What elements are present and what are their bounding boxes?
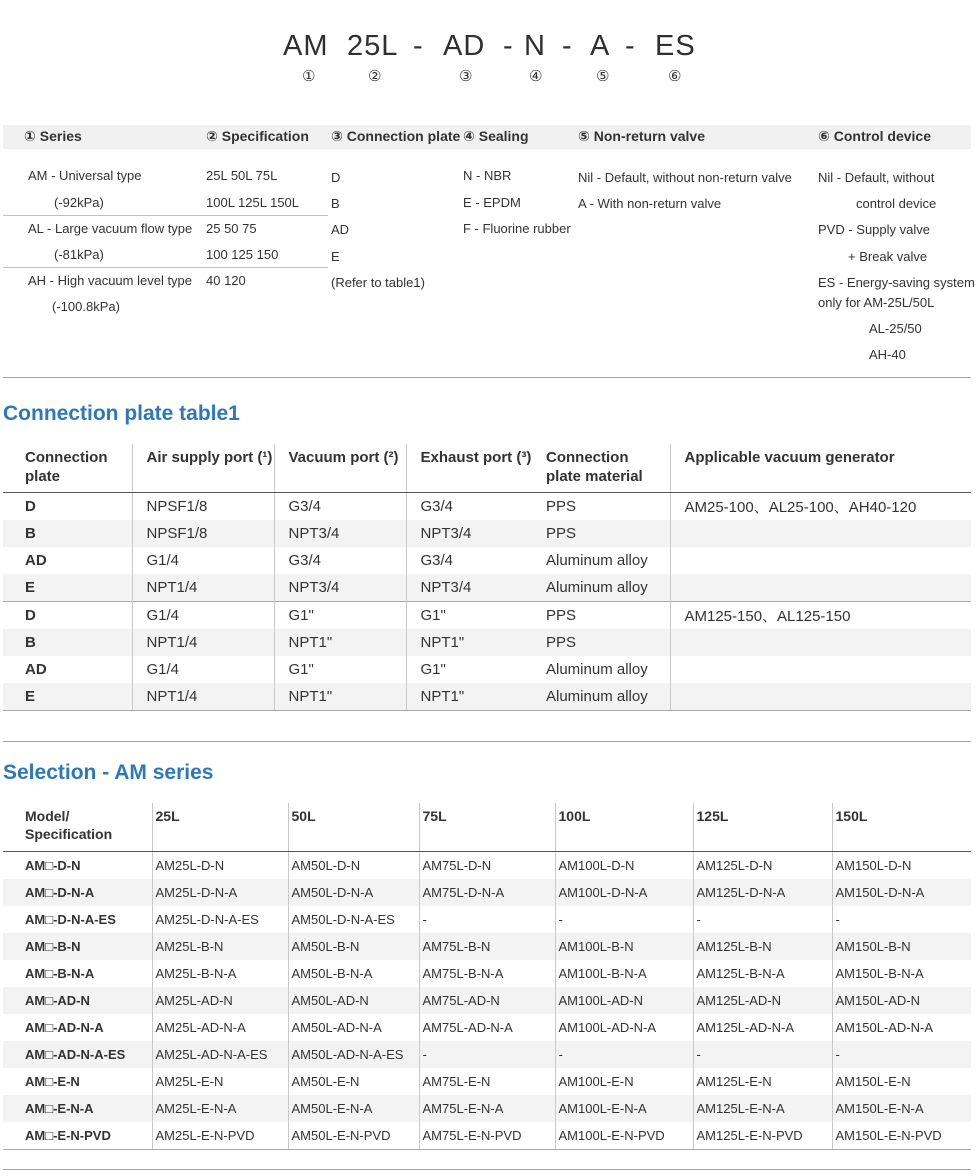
table-row <box>3 1095 971 1122</box>
table-cell: AM125L-E-N <box>693 1068 832 1095</box>
table-cell: AD <box>25 552 47 569</box>
table-cell: PPS <box>532 520 670 547</box>
table-cell: AM50L-B-N-A <box>288 960 419 987</box>
table-cell: Aluminum alloy <box>532 683 670 711</box>
table-cell: - <box>693 906 832 933</box>
column-header: 150L <box>832 803 971 852</box>
table-cell: G3/4 <box>274 493 406 521</box>
legend-control-item: Nil - Default, without <box>818 170 935 185</box>
table-cell: Aluminum alloy <box>532 574 670 602</box>
legend-header-sealing: ④ Sealing <box>463 128 529 144</box>
table-cell: AM□-E-N-A <box>3 1095 152 1122</box>
legend-connection-item: D <box>331 170 341 185</box>
table-cell: B <box>3 520 132 547</box>
section-divider <box>3 377 971 378</box>
table-cell <box>670 629 971 656</box>
table-cell: G1" <box>406 656 532 683</box>
table-row <box>3 1041 971 1068</box>
table-cell: AM100L-E-N-PVD <box>555 1122 693 1150</box>
table-row <box>3 602 971 630</box>
legend-connection-item: AD <box>331 222 350 237</box>
table-cell: AM100L-D-N <box>555 852 693 880</box>
legend-control-item: ES - Energy-saving system <box>818 275 975 290</box>
table-cell: E <box>3 683 132 711</box>
table-cell: AM25L-B-N <box>152 933 288 960</box>
table-cell: AM150L-B-N <box>832 933 971 960</box>
code-dash: - <box>503 30 514 62</box>
table-cell: AM25L-AD-N-A <box>152 1014 288 1041</box>
table-cell: AM50L-D-N-A <box>288 879 419 906</box>
legend-sealing-item: F - Fluorine rubber <box>463 221 571 236</box>
table-cell: - <box>419 906 555 933</box>
section-divider <box>3 1169 971 1170</box>
table-cell: AM50L-AD-N <box>288 987 419 1014</box>
table-cell: AM150L-AD-N <box>832 987 971 1014</box>
legend-header-specification: ② Specification <box>206 128 309 144</box>
table-cell: AM25L-AD-N-A-ES <box>152 1041 288 1068</box>
table-cell: - <box>419 1041 555 1068</box>
table-row <box>3 960 971 987</box>
table-cell: AM50L-D-N-A-ES <box>288 906 419 933</box>
table-cell: AM150L-E-N-PVD <box>832 1122 971 1150</box>
table-row <box>3 1014 971 1041</box>
column-header: Model/ Specification <box>3 803 152 852</box>
table-cell: NPT3/4 <box>406 574 532 602</box>
table-cell: AM25L-B-N-A <box>152 960 288 987</box>
table-cell: AM□-B-N <box>3 933 152 960</box>
code-connection: AD <box>443 30 486 62</box>
table-cell: NPT1/4 <box>132 574 274 602</box>
table-cell: NPT1" <box>274 629 406 656</box>
legend-series-item: (-81kPa) <box>54 247 104 262</box>
table-row <box>3 906 971 933</box>
table1-title: Connection plate table1 <box>3 402 240 425</box>
table-cell: AM75L-B-N <box>419 933 555 960</box>
column-header: 50L <box>288 803 419 852</box>
table-cell: AM150L-E-N <box>832 1068 971 1095</box>
table-cell: AM50L-D-N <box>288 852 419 880</box>
table-cell: AM100L-B-N <box>555 933 693 960</box>
connection-plate-table <box>3 444 971 711</box>
code-marker: ⑤ <box>596 68 610 85</box>
table-cell: AM25L-D-N-A <box>152 879 288 906</box>
table-cell: AM50L-E-N-A <box>288 1095 419 1122</box>
table-cell: G3/4 <box>406 547 532 574</box>
legend-connection-item: (Refer to table1) <box>331 275 425 290</box>
table-cell: AM□-D-N-A <box>3 879 152 906</box>
table-cell: AM25-100、AL25-100、AH40-120 <box>670 493 971 521</box>
table-cell: NPT1" <box>406 683 532 711</box>
legend-spec-item: 100L 125L 150L <box>206 195 300 210</box>
table-cell <box>670 656 971 683</box>
code-marker: ① <box>302 68 316 85</box>
table-cell: AM□-AD-N-A <box>25 1020 104 1035</box>
column-header: 125L <box>693 803 832 852</box>
table-cell: AM75L-D-N <box>419 852 555 880</box>
table-cell: AM125-150、AL125-150 <box>670 602 971 630</box>
legend-series-item: AM - Universal type <box>28 168 142 183</box>
code-marker: ⑥ <box>668 68 682 85</box>
table-row <box>3 683 971 711</box>
legend-series-item: (-100.8kPa) <box>52 299 120 314</box>
legend-spec-item: 25L 50L 75L <box>206 168 278 183</box>
table-row <box>3 520 971 547</box>
table-cell: AM25L-E-N-A <box>152 1095 288 1122</box>
column-header: 100L <box>555 803 693 852</box>
table-cell: G1/4 <box>132 656 274 683</box>
table-cell: AM25L-E-N-PVD <box>152 1122 288 1150</box>
table-row <box>3 987 971 1014</box>
table-cell: AM125L-E-N-A <box>693 1095 832 1122</box>
legend-series-item: AH - High vacuum level type <box>28 273 193 288</box>
table-row <box>3 574 971 602</box>
table-cell: D <box>25 498 36 515</box>
table-cell: AM□-D-N-A-ES <box>25 912 116 927</box>
column-header: Connection plate material <box>532 444 670 493</box>
table-cell: AM25L-D-N-A-ES <box>152 906 288 933</box>
divider <box>3 215 328 216</box>
table-cell: B <box>3 629 132 656</box>
table-cell: NPT3/4 <box>274 574 406 602</box>
legend-spec-item: 100 125 150 <box>206 247 279 262</box>
table-row <box>3 547 971 574</box>
code-sealing: N <box>524 30 546 62</box>
table-row <box>3 493 971 521</box>
legend-spec-item: 25 50 75 <box>206 221 257 236</box>
code-dash: - <box>562 30 573 62</box>
code-specification: 25L <box>347 30 399 62</box>
table-cell: G3/4 <box>274 547 406 574</box>
code-nonreturn: A <box>590 30 611 62</box>
table-cell: AM150L-D-N <box>832 852 971 880</box>
table-cell: AM100L-AD-N-A <box>555 1014 693 1041</box>
table-cell: AM□-AD-N-A-ES <box>3 1041 152 1068</box>
table-cell: AM50L-AD-N-A-ES <box>288 1041 419 1068</box>
table-cell: AM75L-E-N-PVD <box>419 1122 555 1150</box>
table-cell: AM75L-D-N-A <box>419 879 555 906</box>
table-cell: AM50L-E-N <box>288 1068 419 1095</box>
table-cell: AM75L-AD-N <box>419 987 555 1014</box>
table-cell: AM□-E-N <box>25 1074 80 1089</box>
table-cell: AM□-D-N <box>25 858 81 873</box>
legend-series-item: (-92kPa) <box>54 195 104 210</box>
table-cell: AM75L-AD-N-A <box>419 1014 555 1041</box>
table-row <box>3 1068 971 1095</box>
legend-header-control: ⑥ Control device <box>818 128 931 144</box>
table-cell: AM150L-D-N-A <box>832 879 971 906</box>
legend-series-item: AL - Large vacuum flow type <box>28 221 193 236</box>
section-divider <box>3 741 971 742</box>
column-header: Applicable vacuum generator <box>670 444 971 493</box>
table-cell <box>670 520 971 547</box>
legend-nonreturn-item: A - With non-return valve <box>578 196 722 211</box>
column-header: 75L <box>419 803 555 852</box>
legend-control-item: AH-40 <box>869 347 906 362</box>
table-cell: NPSF1/8 <box>132 493 274 521</box>
legend-control-item: PVD - Supply valve <box>818 222 930 237</box>
table-header-row <box>3 444 971 493</box>
table-cell: - <box>555 906 693 933</box>
legend-header-nonreturn: ⑤ Non-return valve <box>578 128 705 144</box>
table-cell: AM□-E-N-PVD <box>3 1122 152 1150</box>
table2-title: Selection - AM series <box>3 761 214 784</box>
legend-sealing-item: E - EPDM <box>463 195 521 210</box>
table-cell: AM75L-B-N-A <box>419 960 555 987</box>
table-cell: AM125L-D-N <box>693 852 832 880</box>
table-cell: AM125L-B-N-A <box>693 960 832 987</box>
table-row <box>3 933 971 960</box>
table-row <box>3 1122 971 1150</box>
table-cell: - <box>832 1041 971 1068</box>
table-cell: Aluminum alloy <box>546 552 648 569</box>
table-cell: D <box>3 602 132 630</box>
table-cell: AM75L-E-N-A <box>419 1095 555 1122</box>
column-header: 25L <box>152 803 288 852</box>
table-cell: G3/4 <box>406 493 532 521</box>
table-cell: AM50L-B-N <box>288 933 419 960</box>
legend-header-series: ① Series <box>24 128 82 144</box>
table-cell: AM25L-AD-N <box>152 987 288 1014</box>
table-cell: PPS <box>532 602 670 630</box>
code-marker: ③ <box>459 68 473 85</box>
table-cell <box>670 574 971 602</box>
legend-control-item: + Break valve <box>848 249 928 264</box>
table-row <box>3 629 971 656</box>
code-control: ES <box>655 30 696 62</box>
table-cell: PPS <box>532 629 670 656</box>
table-row <box>3 852 971 880</box>
code-dash: - <box>413 30 424 62</box>
table-cell: NPT3/4 <box>274 520 406 547</box>
divider <box>3 267 328 268</box>
legend-control-item: AL-25/50 <box>869 321 922 336</box>
table-cell: AM75L-E-N <box>419 1068 555 1095</box>
column-header: Vacuum port (²) <box>274 444 406 493</box>
table-row <box>3 879 971 906</box>
table-cell: G1" <box>274 656 406 683</box>
table-cell: NPT1" <box>406 629 532 656</box>
table-cell: AM100L-E-N-A <box>555 1095 693 1122</box>
table-cell: AM100L-B-N-A <box>555 960 693 987</box>
table-cell: G1/4 <box>132 547 274 574</box>
column-header: Connection plate <box>3 444 132 493</box>
legend-spec-item: 40 120 <box>206 273 246 288</box>
table-cell: AM100L-AD-N <box>555 987 693 1014</box>
table-cell: AM50L-AD-N-A <box>288 1014 419 1041</box>
table-cell: NPT1" <box>274 683 406 711</box>
table-cell: E <box>3 574 132 602</box>
legend-connection-item: E <box>331 249 340 264</box>
table-cell: AM150L-B-N-A <box>832 960 971 987</box>
table-cell: G1" <box>406 602 532 630</box>
code-marker: ② <box>368 68 382 85</box>
table-cell: - <box>832 906 971 933</box>
table-cell: PPS <box>546 498 577 515</box>
table-cell: AM100L-E-N <box>555 1068 693 1095</box>
legend-nonreturn-item: Nil - Default, without non-return valve <box>578 170 792 185</box>
table-cell: G1" <box>274 602 406 630</box>
table-cell <box>670 547 971 574</box>
table-cell: AM125L-AD-N-A <box>693 1014 832 1041</box>
table-cell: AM100L-D-N-A <box>555 879 693 906</box>
table-cell: NPT1/4 <box>132 683 274 711</box>
table-cell: AM125L-B-N <box>693 933 832 960</box>
code-marker: ④ <box>529 68 543 85</box>
table-cell: AM150L-AD-N-A <box>832 1014 971 1041</box>
table-cell: AM□-B-N-A <box>25 966 95 981</box>
table-cell: NPT1/4 <box>132 629 274 656</box>
table-cell: AM125L-E-N-PVD <box>693 1122 832 1150</box>
table-cell <box>670 683 971 711</box>
table-cell: - <box>693 1041 832 1068</box>
table-cell: AD <box>25 661 47 678</box>
table-row <box>3 656 971 683</box>
code-series: AM <box>283 30 329 62</box>
table-cell: G1/4 <box>132 602 274 630</box>
table-cell: AM125L-D-N-A <box>693 879 832 906</box>
legend-control-item: control device <box>856 196 937 211</box>
table-cell: NPT3/4 <box>406 520 532 547</box>
column-header: Exhaust port (³) <box>406 444 532 493</box>
code-dash: - <box>625 30 636 62</box>
column-header: Air supply port (¹) <box>132 444 274 493</box>
table-cell: AM25L-E-N <box>152 1068 288 1095</box>
legend-connection-item: B <box>331 196 340 211</box>
table-cell: - <box>555 1041 693 1068</box>
selection-table <box>3 803 971 1150</box>
table-header-row <box>3 803 971 852</box>
table-cell: Aluminum alloy <box>546 661 648 678</box>
table-cell: AM50L-E-N-PVD <box>288 1122 419 1150</box>
legend-header-connection: ③ Connection plate <box>331 128 461 144</box>
table-cell: AM150L-E-N-A <box>832 1095 971 1122</box>
table-cell: AM□-AD-N <box>3 987 152 1014</box>
legend-control-item: only for AM-25L/50L <box>818 295 935 310</box>
table-cell: NPSF1/8 <box>132 520 274 547</box>
table-cell: AM25L-D-N <box>152 852 288 880</box>
legend-sealing-item: N - NBR <box>463 168 512 183</box>
table-cell: AM125L-AD-N <box>693 987 832 1014</box>
